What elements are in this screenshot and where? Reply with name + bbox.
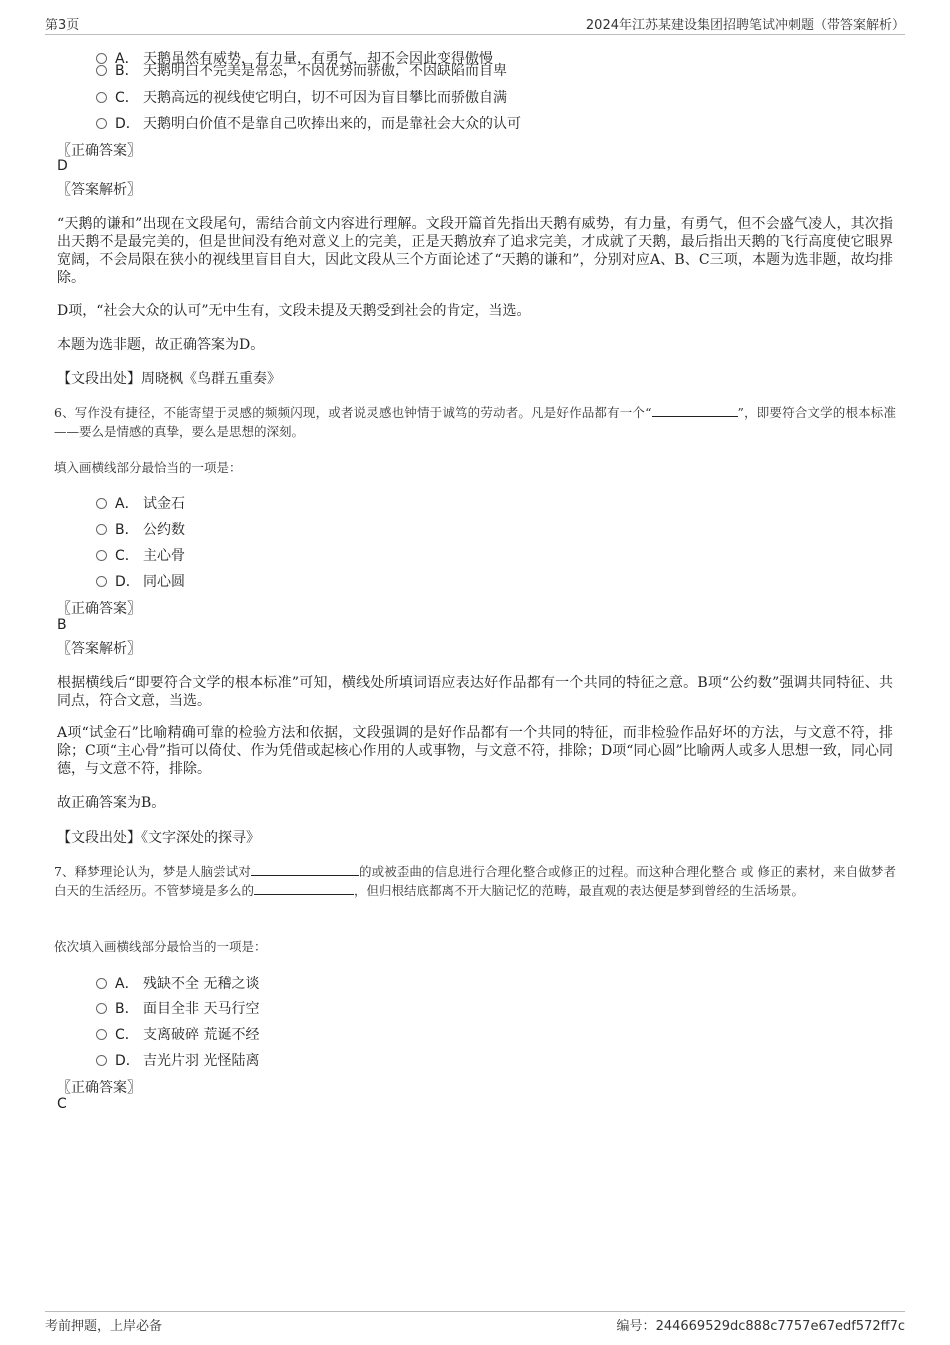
q5-option-b[interactable]: B． 天鹅明白不完美是常态，不因优势而骄傲，不因缺陷而自卑 xyxy=(96,60,507,80)
document-title: 2024年江苏某建设集团招聘笔试冲刺题（带答案解析） xyxy=(585,18,905,33)
q5-analysis-label: 〖答案解析〗 xyxy=(57,182,141,198)
radio-icon[interactable] xyxy=(96,1029,107,1040)
q6-option-d[interactable]: D． 同心圆 xyxy=(96,571,185,591)
q5-source: 【文段出处】周晓枫《鸟群五重奏》 xyxy=(57,371,281,387)
q6-analysis-label: 〖答案解析〗 xyxy=(57,641,141,657)
q5-analysis-paragraph: “天鹅的谦和”出现在文段尾句，需结合前文内容进行理解。文段开篇首先指出天鹅有威势，有力量，有勇气，但不会盛气凌人，其次指出天鹅不是最完美的，但是世间没有绝对意义上的完美，正是天鹅放弃了追求完美，才成就了天鹅，最后指出天鹅的飞行高度使它眼界宽阔，不会局限在狭小的视线里盲目自大，因此文段从三个方面论述了“天鹅的谦和”，分别对应A、B、C三项，本题为选非题，故均排除。 xyxy=(57,216,893,286)
radio-icon[interactable] xyxy=(96,1003,107,1014)
q7-stem: 7、释梦理论认为，梦是人脑尝试对 的或被歪曲的信息进行合理化整合或修正的过程。而这种合理化整合 或 修正的素材，来自做梦者白天的生活经历。不管梦境是多么的 ，但归根结底都离不开大脑记忆的范畴，最直观的表达便是梦到曾经的生活场景。 xyxy=(54,864,896,898)
fill-blank xyxy=(652,404,738,417)
q6-prompt: 填入画横线部分最恰当的一项是： xyxy=(54,460,242,475)
radio-icon[interactable] xyxy=(96,1055,107,1066)
q7-option-d[interactable]: D． 吉光片羽 光怪陆离 xyxy=(96,1050,259,1070)
q5-option-a[interactable]: A． 天鹅虽然有威势，有力量，有勇气，却不会因此变得傲慢 xyxy=(96,48,493,68)
q7-prompt: 依次填入画横线部分最恰当的一项是： xyxy=(54,939,267,954)
q5-option-c[interactable]: C． 天鹅高远的视线使它明白，切不可因为盲目攀比而骄傲自满 xyxy=(96,87,507,107)
q5-option-d[interactable]: D． 天鹅明白价值不是靠自己吹捧出来的，而是靠社会大众的认可 xyxy=(96,113,521,133)
radio-icon[interactable] xyxy=(96,92,107,103)
q7-option-c[interactable]: C． 支离破碎 荒诞不经 xyxy=(96,1024,259,1044)
radio-icon[interactable] xyxy=(96,118,107,129)
radio-icon[interactable] xyxy=(96,524,107,535)
q6-answer-label: 〖正确答案〗 xyxy=(57,601,141,617)
q7-option-a[interactable]: A． 残缺不全 无稽之谈 xyxy=(96,973,259,993)
radio-icon[interactable] xyxy=(96,498,107,509)
radio-icon[interactable] xyxy=(96,550,107,561)
document-code: 编号：244669529dc888c7757e67edf572ff7c xyxy=(616,1319,905,1334)
q7-answer-label: 〖正确答案〗 xyxy=(57,1080,141,1096)
q6-option-a[interactable]: A． 试金石 xyxy=(96,493,185,513)
q6-stem: 6、写作没有捷径，不能寄望于灵感的频频闪现，或者说灵感也钟情于诚笃的劳动者。凡是好作品都有一个“ ”，即要符合文学的根本标准——要么是情感的真挚，要么是思想的深刻。 xyxy=(54,405,896,439)
footer-slogan: 考前押题，上岸必备 xyxy=(45,1319,163,1334)
q6-answer: B xyxy=(57,617,67,633)
fill-blank xyxy=(251,863,359,876)
q7-answer: C xyxy=(57,1096,67,1112)
q6-analysis-paragraph: 根据横线后“即要符合文学的根本标准”可知，横线处所填词语应表达好作品都有一个共同的特征之意。B项“公约数”强调共同特征、共同点，符合文意，当选。 xyxy=(57,675,893,709)
fill-blank xyxy=(254,882,354,895)
page-number: 第3页 xyxy=(45,18,80,33)
page-footer xyxy=(45,1311,905,1336)
q6-option-c[interactable]: C． 主心骨 xyxy=(96,545,185,565)
q6-analysis-paragraph: A项“试金石”比喻精确可靠的检验方法和依据，文段强调的是好作品都有一个共同的特征，而非检验作品好坏的方法，与文意不符，排除；C项“主心骨”指可以倚仗、作为凭借或起核心作用的人或事物，与文意不符，排除；D项“同心圆”比喻两人或多人思想一致，同心同德，与文意不符，排除。 xyxy=(57,725,893,777)
radio-icon[interactable] xyxy=(96,576,107,587)
q6-analysis-paragraph: 故正确答案为B。 xyxy=(57,795,166,811)
q5-analysis-paragraph: D项，“社会大众的认可”无中生有，文段未提及天鹅受到社会的肯定，当选。 xyxy=(57,303,531,319)
radio-icon[interactable] xyxy=(96,65,107,76)
radio-icon[interactable] xyxy=(96,978,107,989)
q5-answer-label: 〖正确答案〗 xyxy=(57,143,141,159)
q5-analysis-paragraph: 本题为选非题，故正确答案为D。 xyxy=(57,337,265,353)
q5-answer: D xyxy=(57,158,68,174)
q7-option-b[interactable]: B． 面目全非 天马行空 xyxy=(96,998,259,1018)
q6-source: 【文段出处】《文字深处的探寻》 xyxy=(57,830,260,846)
page-header xyxy=(45,14,905,35)
q6-option-b[interactable]: B． 公约数 xyxy=(96,519,185,539)
